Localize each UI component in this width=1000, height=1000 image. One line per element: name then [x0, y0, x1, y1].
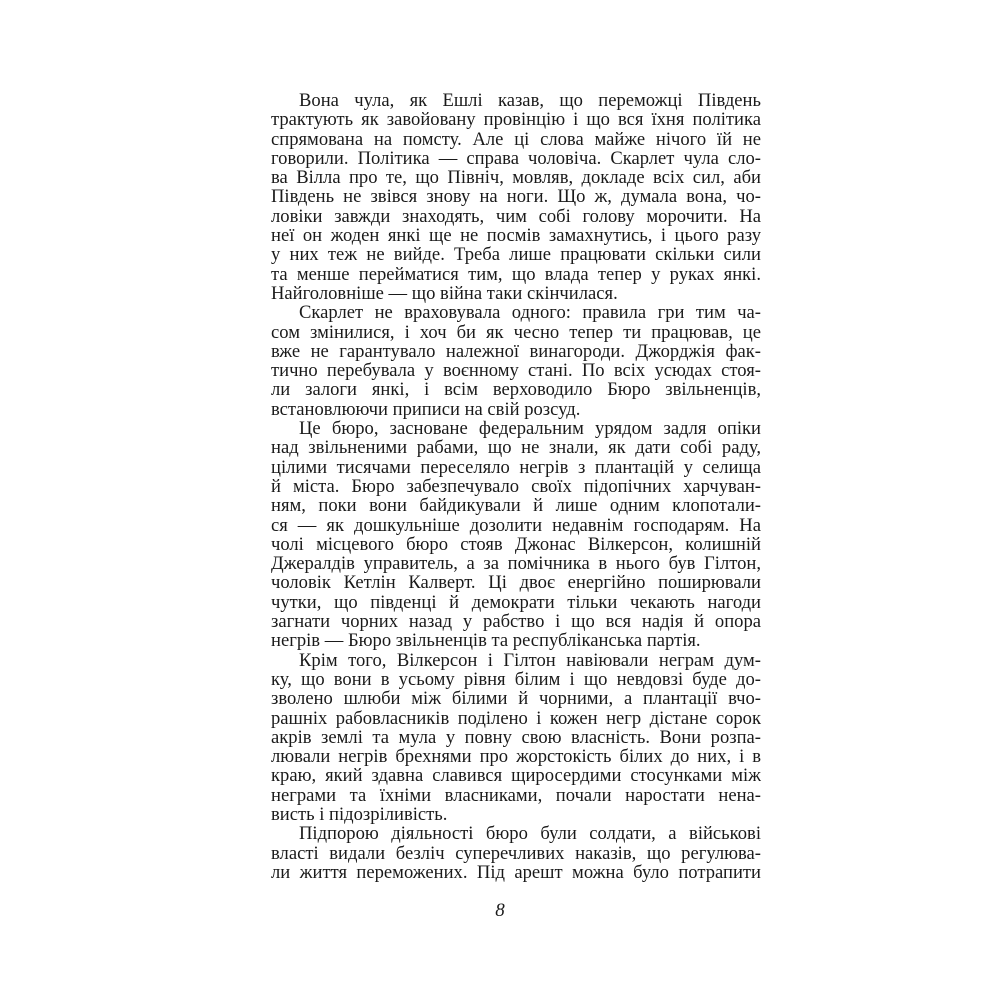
text-line: й міста. Бюро забезпечувало своїх підопічних харчуван-: [271, 475, 761, 497]
text-line: ся — як дошкульніше дозолити недавнім господарям. На: [271, 514, 761, 536]
text-line: у них теж не вийде. Треба лише працювати скільки сили: [271, 244, 761, 266]
text-line: Найголовніше — що війна таки скінчилася.: [271, 282, 618, 304]
text-line: тично перебувала у воєнному стані. По всіх усюдах стоя-: [271, 360, 761, 382]
text-line: власті видали безліч суперечливих наказів, що регулюва-: [271, 842, 761, 864]
text-line: неї он жоден янкі ще не посмів замахнутись, і цього разу: [271, 225, 761, 247]
text-line: ва Вілла про те, що Північ, мовляв, докладе всіх сил, аби: [271, 167, 761, 189]
paragraph-4: [271, 651, 761, 825]
paragraph-2: [271, 303, 761, 419]
page-number: 8: [495, 900, 505, 921]
text-line: Скарлет не враховувала одного: правила гри тим ча-: [299, 302, 761, 324]
text-line: ли життя переможених. Під арешт можна було потрапити: [271, 861, 761, 883]
text-line: Південь не звівся знову на ноги. Що ж, думала вона, чо-: [271, 186, 761, 208]
text-line: Підпорою діяльності бюро були солдати, а військові: [299, 823, 761, 845]
text-line: лювали негрів брехнями про жорстокість білих до них, і в: [271, 746, 761, 768]
text-line: зволено шлюби між білими й чорними, а плантації вчо-: [271, 688, 761, 710]
text-line: трактують як завойовану провінцію і що вся їхня політика: [271, 109, 761, 131]
text-line: вже не гарантувало належної винагороди. Джорджія фак-: [271, 340, 761, 362]
text-line: ли залоги янкі, і всім верховодило Бюро звільненців,: [271, 379, 761, 401]
text-line: сом змінилися, і хоч би як чесно тепер ти працював, це: [271, 321, 761, 343]
page-body: [271, 91, 761, 882]
text-line: Джералдів управитель, а за помічника в нього був Гілтон,: [271, 553, 761, 575]
text-line: говорили. Політика — справа чоловіча. Скарлет чула сло-: [271, 147, 761, 169]
text-line: чутки, що південці й демократи тільки чекають нагоди: [271, 591, 761, 613]
text-line: акрів землі та мула у повну свою власність. Вони розпа-: [271, 726, 761, 748]
text-line: чоловік Кетлін Калверт. Ці двоє енергійно поширювали: [271, 572, 761, 594]
paragraph-1: [271, 91, 761, 303]
paragraph-5: [271, 824, 761, 882]
text-line: краю, який здавна славився щиросердими стосунками між: [271, 765, 761, 787]
text-line: ку, що вони в усьому рівня білим і що невдовзі буде до-: [271, 668, 761, 690]
text-line: Крім того, Вілкерсон і Гілтон навіювали неграм дум-: [299, 649, 761, 671]
text-line: Вона чула, як Ешлі казав, що переможці Південь: [299, 90, 761, 111]
text-line: Це бюро, засноване федеральним урядом задля опіки: [299, 418, 761, 440]
text-line: рашніх рабовласників поділено і кожен негр дістане сорок: [271, 707, 761, 729]
text-line: спрямована на помсту. Але ці слова майже нічого їй не: [271, 128, 761, 150]
text-line: чолі місцевого бюро стояв Джонас Вілкерсон, колишній: [271, 533, 761, 555]
text-line: негрів — Бюро звільненців та республіканська партія.: [271, 630, 701, 652]
text-line: висть і підозріливість.: [271, 803, 448, 825]
text-line: ловіки завжди знаходять, чим собі голову морочити. На: [271, 205, 761, 227]
text-line: ням, поки вони байдикували й лише одним клопотали-: [271, 495, 761, 517]
text-line: неграми та їхніми власниками, почали наростати нена-: [271, 784, 761, 806]
paragraph-3: [271, 419, 761, 651]
text-line: загнати чорних назад у рабство і що вся надія й опора: [271, 611, 761, 633]
text-line: над звільненими рабами, що не знали, як дати собі раду,: [271, 437, 761, 459]
text-line: цілими тисячами переселяло негрів з плантацій у селища: [271, 456, 761, 478]
text-line: встановлюючи приписи на свій розсуд.: [271, 398, 581, 420]
text-line: та менше перейматися тим, що влада тепер у руках янкі.: [271, 263, 761, 285]
